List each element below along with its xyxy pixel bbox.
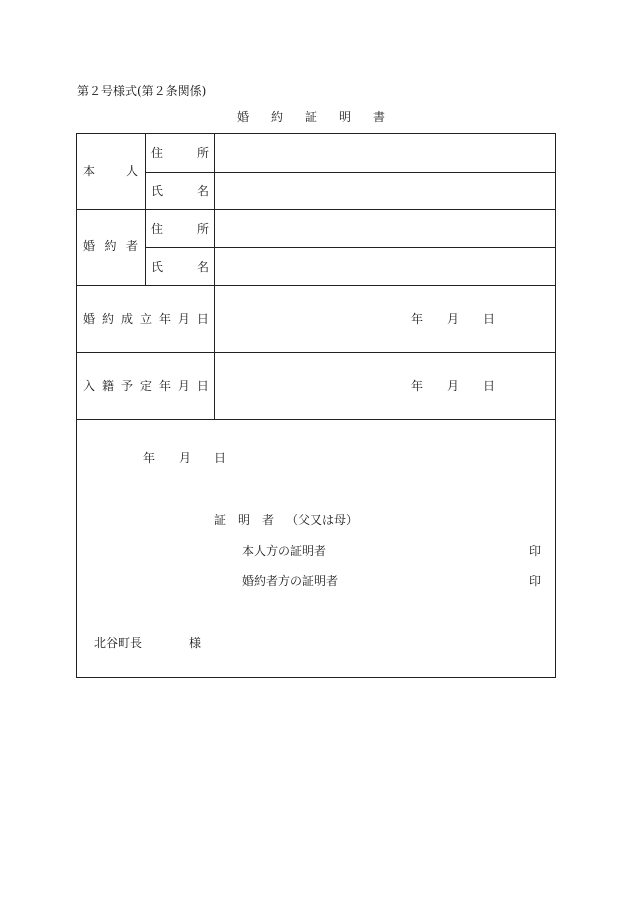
certification-year-unit: 年 xyxy=(143,451,156,465)
registry-date-label: 入 籍 予 定 年 月 日 xyxy=(83,379,209,393)
engagement-date-label: 婚 約 成 立 年 月 日 xyxy=(83,312,209,326)
fiance-side-certifier: 婚約者方の証明者 xyxy=(242,574,339,588)
fiance-label: 婚 約 者 xyxy=(83,239,138,253)
engagement-year-unit: 年 xyxy=(411,312,424,326)
engagement-month-unit: 月 xyxy=(447,312,460,326)
certification-day-unit: 日 xyxy=(214,451,227,465)
certifier-label: 証明者 xyxy=(214,513,287,527)
column-divider xyxy=(145,134,146,285)
principal-label: 本 人 xyxy=(83,164,138,178)
certification-month-unit: 月 xyxy=(179,451,192,465)
principal-address-label: 住 所 xyxy=(151,146,209,160)
fiance-name-label: 氏 名 xyxy=(151,260,209,274)
row-divider xyxy=(77,419,556,420)
column-divider xyxy=(214,134,215,419)
certificate-table xyxy=(76,133,556,678)
addressee: 北谷町長 xyxy=(94,636,143,650)
registry-day-unit: 日 xyxy=(483,379,496,393)
fiance-seal: 印 xyxy=(529,574,542,588)
registry-month-unit: 月 xyxy=(447,379,460,393)
principal-seal: 印 xyxy=(529,544,542,558)
certifier-note: （父又は母） xyxy=(286,513,359,527)
certifier-heading xyxy=(214,514,358,526)
honorific: 様 xyxy=(189,636,202,650)
row-divider xyxy=(145,247,556,248)
row-divider xyxy=(145,172,556,173)
document-title: 婚約証明書 xyxy=(237,110,408,124)
principal-name-label: 氏 名 xyxy=(151,184,209,198)
fiance-address-label: 住 所 xyxy=(151,222,209,236)
row-divider xyxy=(77,209,556,210)
engagement-day-unit: 日 xyxy=(483,312,496,326)
row-divider xyxy=(77,352,556,353)
row-divider xyxy=(77,285,556,286)
principal-side-certifier: 本人方の証明者 xyxy=(242,544,327,558)
form-reference: 第２号様式(第２条関係) xyxy=(77,84,207,98)
registry-year-unit: 年 xyxy=(411,379,424,393)
